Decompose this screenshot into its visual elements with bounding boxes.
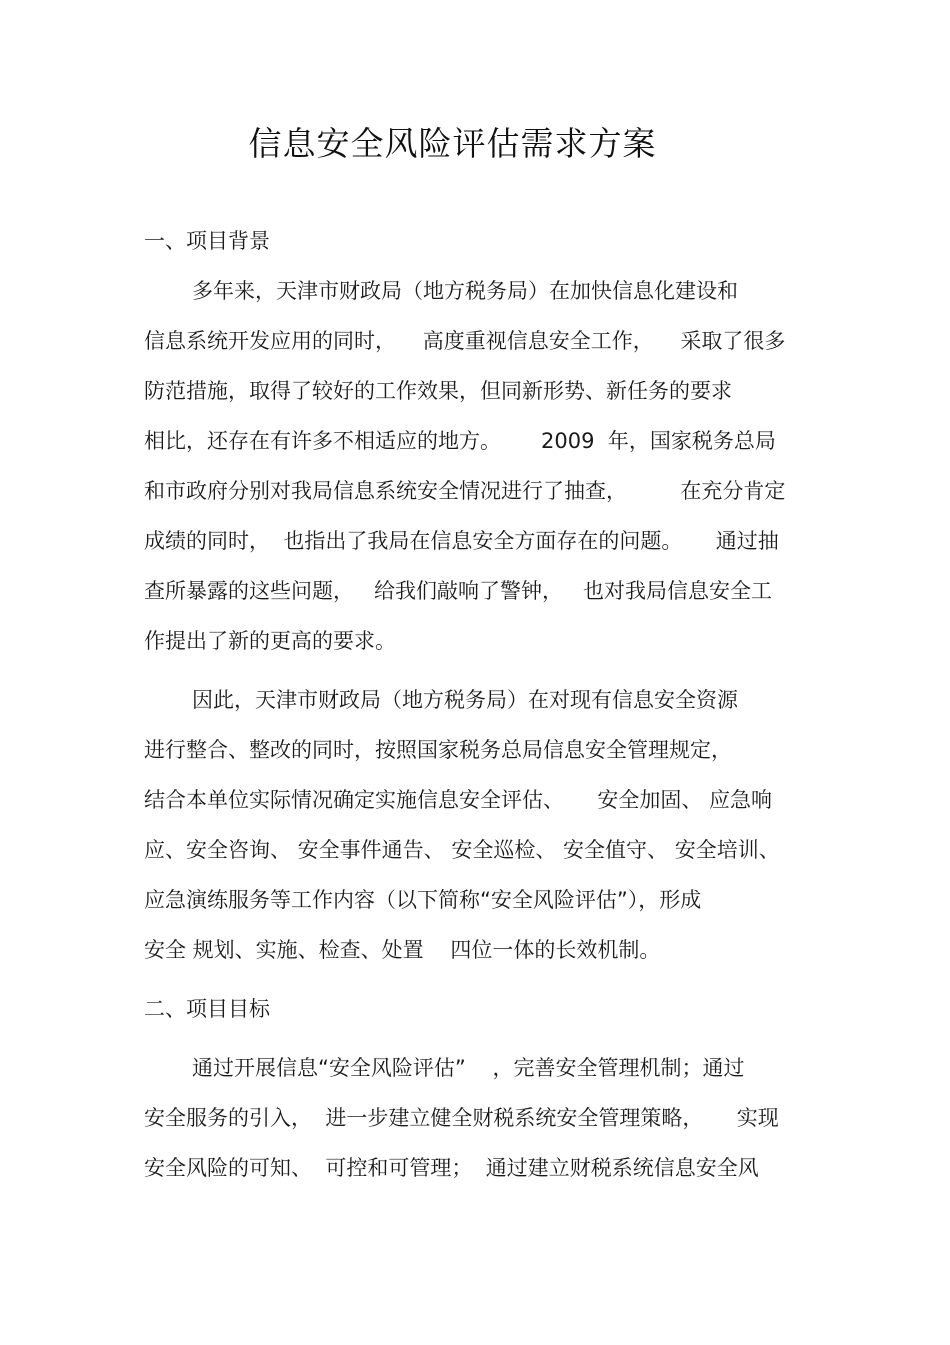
paragraph-line: 因此，天津市财政局（地方税务局）在对现有信息安全资源 — [192, 688, 738, 712]
section-heading-background: 一、项目背景 — [144, 229, 270, 253]
paragraph-line: 进行整合、整改的同时，按照国家税务总局信息安全管理规定， — [144, 738, 732, 762]
paragraph-line: 安全 规划、实施、检查、处置 四位一体的长效机制。 — [144, 938, 661, 962]
paragraph-line: 安全服务的引入， 进一步建立健全财税系统安全管理策略， 实现 — [144, 1106, 779, 1130]
paragraph-line: 查所暴露的这些问题， 给我们敲响了警钟， 也对我局信息安全工 — [144, 579, 773, 603]
document-title: 信息安全风险评估需求方案 — [248, 124, 657, 163]
paragraph-line: 和市政府分别对我局信息系统安全情况进行了抽查， 在充分肯定 — [144, 479, 786, 503]
section-heading-goals: 二、项目目标 — [144, 997, 270, 1021]
paragraph-line: 应、安全咨询、 安全事件通告、 安全巡检、 安全值守、 安全培训、 — [144, 838, 780, 862]
paragraph-line: 结合本单位实际情况确定实施信息安全评估、 安全加固、 应急响 — [144, 788, 773, 812]
paragraph-line: 多年来，天津市财政局（地方税务局）在加快信息化建设和 — [192, 279, 738, 303]
paragraph-line: 信息系统开发应用的同时， 高度重视信息安全工作， 采取了很多 — [144, 329, 786, 353]
paragraph-line: 相比，还存在有许多不相适应的地方。 2009 年，国家税务总局 — [144, 429, 776, 453]
paragraph-line: 通过开展信息“安全风险评估” ，完善安全管理机制；通过 — [192, 1056, 745, 1080]
paragraph-line: 成绩的同时， 也指出了我局在信息安全方面存在的问题。 通过抽 — [144, 529, 779, 553]
paragraph-line: 防范措施，取得了较好的工作效果，但同新形势、新任务的要求 — [144, 379, 732, 403]
paragraph-line: 作提出了新的更高的要求。 — [144, 629, 396, 653]
paragraph-line: 应急演练服务等工作内容（以下简称“安全风险评估”），形成 — [144, 888, 702, 912]
paragraph-line: 安全风险的可知、 可控和可管理； 通过建立财税系统信息安全风 — [144, 1156, 759, 1180]
